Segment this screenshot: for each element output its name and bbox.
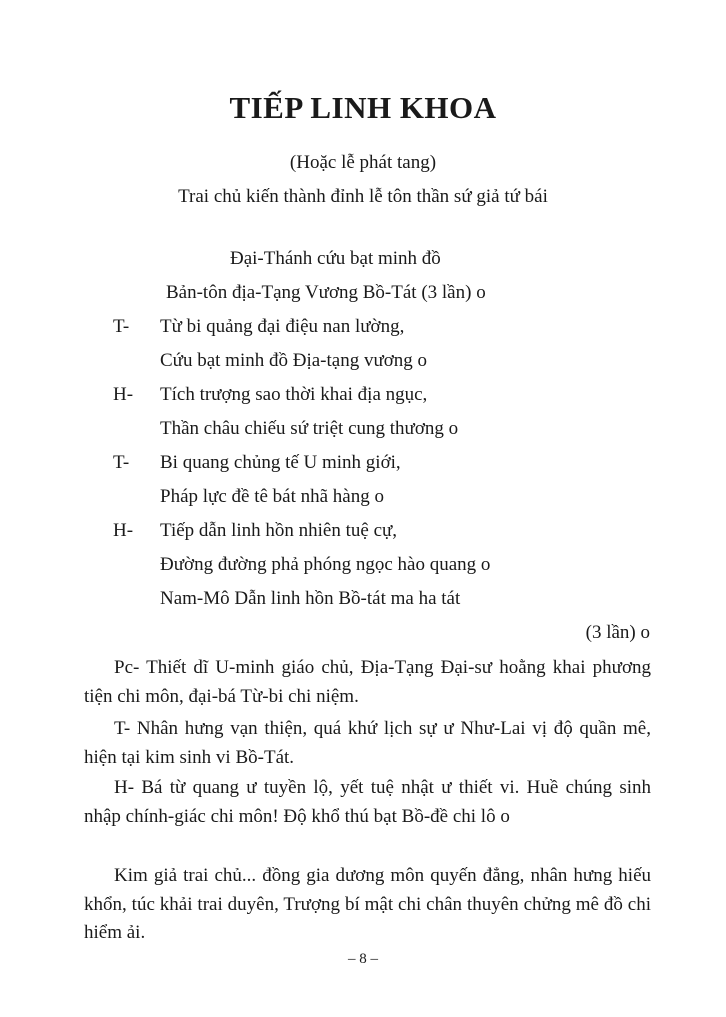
verse-text: Tiếp dẫn linh hồn nhiên tuệ cự,	[160, 520, 398, 541]
verse-text: Pháp lực đề tê bát nhã hàng o	[160, 486, 384, 507]
page-number: – 8 –	[348, 951, 378, 967]
subtitle-ritual-note: (Hoặc lễ phát tang)	[289, 152, 437, 173]
paragraph: Kim giả trai chủ... đồng gia dương môn quyến đẳng, nhân hưng hiếu khổn, túc khải trai duyên, Trượng bí mật chi chân thuyên chửng mê đồ chi hiểm ải.	[84, 865, 651, 943]
invocation-line-2: Bản-tôn địa-Tạng Vương Bồ-Tát (3 lần) o	[166, 282, 486, 303]
verse-text: Bi quang chủng tế U minh giới,	[160, 452, 401, 473]
invocation-line-1: Đại-Thánh cứu bạt minh đồ	[230, 248, 441, 269]
verse-marker: T-	[113, 316, 130, 337]
verse-marker: H-	[113, 384, 134, 405]
repeat-note: (3 lần) o	[585, 622, 650, 643]
paragraph: T- Nhân hưng vạn thiện, quá khứ lịch sự ư Như-Lai vị độ quần mê, hiện tại kim sinh vi Bồ-Tát.	[84, 718, 651, 768]
verse-text: Nam-Mô Dẫn linh hồn Bồ-tát ma ha tát	[160, 588, 461, 609]
verse-marker: T-	[113, 452, 130, 473]
page-title: TIẾP LINH KHOA	[229, 90, 497, 125]
subtitle-instruction: Trai chủ kiến thành đỉnh lễ tôn thần sứ giả tứ bái	[178, 186, 548, 207]
verse-text: Đường đường phả phóng ngọc hào quang o	[160, 554, 491, 575]
verse-marker: H-	[113, 520, 134, 541]
verse-text: Từ bi quảng đại điệu nan lường,	[160, 316, 405, 337]
paragraph: Pc- Thiết dĩ U-minh giáo chủ, Địa-Tạng Đại-sư hoằng khai phương tiện chi môn, đại-bá Từ-bi chi niệm.	[84, 657, 651, 707]
verse-text: Cứu bạt minh đồ Địa-tạng vương o	[160, 350, 428, 371]
paragraph: H- Bá từ quang ư tuyền lộ, yết tuệ nhật ư thiết vi. Huề chúng sinh nhập chính-giác chi môn! Độ khổ thú bạt Bồ-đề chi lô o	[84, 777, 651, 827]
verse-text: Tích trượng sao thời khai địa ngục,	[160, 384, 428, 405]
verse-text: Thần châu chiếu sứ triệt cung thương o	[160, 418, 459, 439]
